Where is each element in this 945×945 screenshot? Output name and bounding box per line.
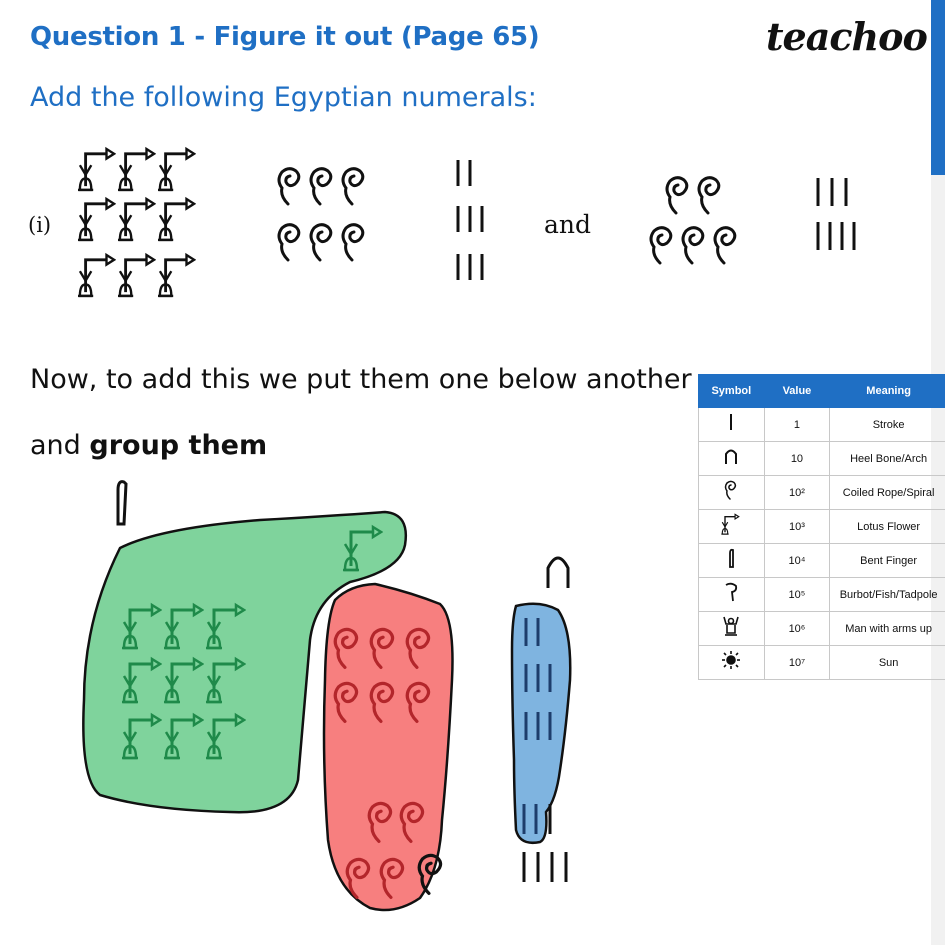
heel-bone-icon [548,558,568,588]
table-cell-meaning: Bent Finger [830,544,945,578]
table-cell-meaning: Heel Bone/Arch [830,442,945,476]
teachoo-logo: teachoo [766,14,927,59]
table-cell-meaning: Coiled Rope/Spiral [830,476,945,510]
table-cell-meaning: Sun [830,646,945,680]
table-cell-value: 10⁷ [764,646,830,680]
table-header-symbol: Symbol [699,375,765,408]
table-cell-value: 10 [764,442,830,476]
instruction-line-2: and group them [30,430,268,461]
table-cell-meaning: Burbot/Fish/Tadpole [830,578,945,612]
page-title: Question 1 - Figure it out (Page 65) [30,22,540,52]
group-them-emphasis: group them [89,430,268,461]
table-cell-value: 1 [764,408,830,442]
bent-finger-icon [118,482,126,524]
table-cell-value: 10⁴ [764,544,830,578]
table-cell-value: 10² [764,476,830,510]
table-header-value: Value [764,375,830,408]
and-connector: and [544,210,592,239]
table-cell-meaning: Stroke [830,408,945,442]
table-cell-value: 10³ [764,510,830,544]
table-cell-meaning: Man with arms up [830,612,945,646]
question-prompt: Add the following Egyptian numerals: [30,82,537,113]
table-cell-value: 10⁵ [764,578,830,612]
blue-group-blob [512,604,570,843]
table-cell-meaning: Lotus Flower [830,510,945,544]
instruction-line-1: Now, to add this we put them one below another [30,364,692,395]
table-cell-value: 10⁶ [764,612,830,646]
table-header-meaning: Meaning [830,375,945,408]
problem-label: (i) [28,213,52,237]
